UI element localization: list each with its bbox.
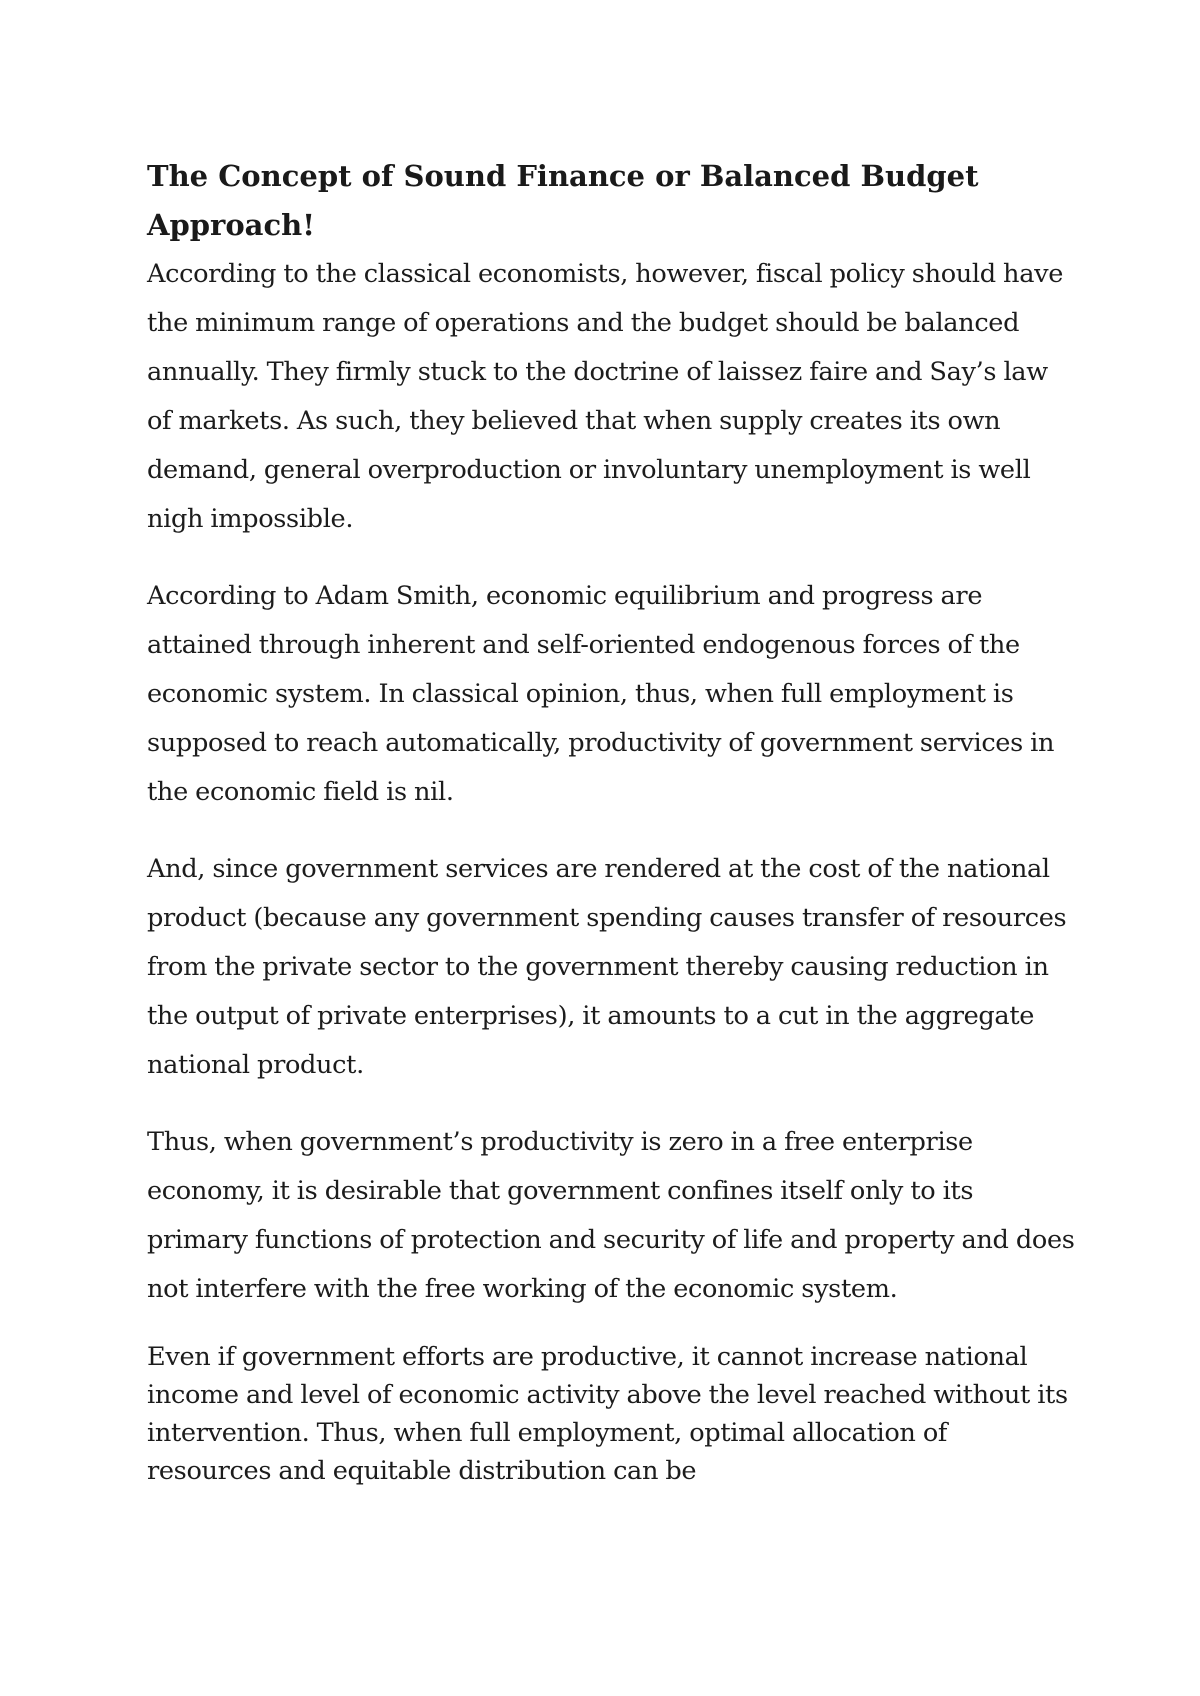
document-title: The Concept of Sound Finance or Balanced Budget Approach!	[147, 159, 979, 242]
paragraph-3: And, since government services are rendered at the cost of the national product (because any government spending causes transfer of resources from the private sector to the government thereby causing reduction in the output of private enterprises), it amounts to a cut in the aggregate national product.	[147, 854, 1067, 1080]
paragraph-1: According to the classical economists, however, fiscal policy should have the minimum range of operations and the budget should be balanced annually. They firmly stuck to the doctrine of laissez faire and Say’s law of markets. As such, they believed that when supply creates its own demand, general overproduction or involuntary unemployment is well nigh impossible.	[147, 259, 1064, 534]
paragraph-2: According to Adam Smith, economic equilibrium and progress are attained through inherent and self-oriented endogenous forces of the economic system. In classical opinion, thus, when full employment is supposed to reach automatically, productivity of government services in the economic field is nil.	[147, 581, 1055, 807]
paragraph-5: Even if government efforts are productive, it cannot increase national income and level of economic activity above the level reached without its intervention. Thus, when full employment, optimal allocation of resources and equitable distribution can be	[147, 1342, 1068, 1486]
paragraph-4: Thus, when government’s productivity is zero in a free enterprise economy, it is desirable that government confines itself only to its primary functions of protection and security of life and property and does not interfere with the free working of the economic system.	[147, 1127, 1075, 1304]
document-body	[147, 152, 1077, 1518]
